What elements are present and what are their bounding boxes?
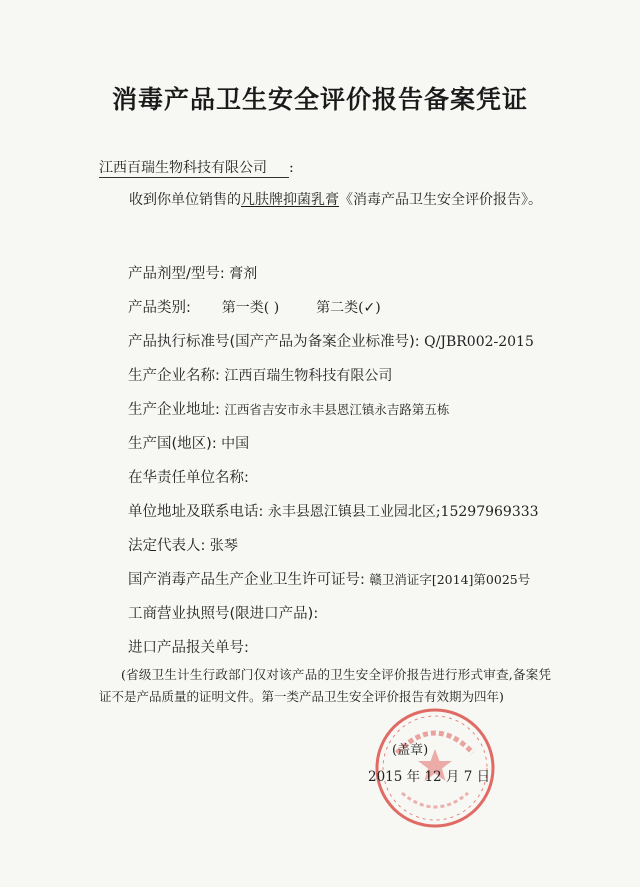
responsible-row [128,466,249,487]
license-label: 国产消毒产品生产企业卫生许可证号: [128,572,365,588]
product-name: 凡肤牌抑菌乳膏 [241,192,339,208]
import-row [128,636,249,657]
address-value: 江西省吉安市永丰县恩江镇永吉路第五栋 [224,402,450,417]
document-title: 消毒产品卫生安全评价报告备案凭证 [111,85,528,114]
manufacturer-label: 生产企业名称: [128,368,220,384]
business-license-label: 工商营业执照号(限进口产品): [128,606,319,622]
dosage-form-row [128,262,257,283]
standard-value: Q/JBR002-2015 [424,334,534,350]
standard-label: 产品执行标准号(国产产品为备案企业标准号): [128,334,420,350]
addressee-company: 江西百瑞生物科技有限公司 [99,157,289,178]
dosage-form-value: 膏剂 [229,266,258,282]
contact-row [128,500,539,521]
license-row [128,568,530,589]
category-label: 产品类别: [128,300,191,316]
contact-value: 永丰县恩江镇县工业园北区;15297969333 [267,504,539,520]
addressee-colon: : [289,160,294,176]
category-row [128,296,381,317]
seal-label: (盖章) [392,743,429,758]
import-label: 进口产品报关单号: [128,640,249,656]
country-value: 中国 [221,436,250,452]
address-label: 生产企业地址: [128,402,220,418]
category-two-suffix: ) [375,300,381,316]
category-two-prefix: 第二类( [316,300,364,316]
standard-row [128,330,534,351]
checkmark-icon: ✓ [363,300,376,316]
license-value: 赣卫消证字[2014]第0025号 [369,572,531,587]
contact-label: 单位地址及联系电话: [128,504,264,520]
intro-prefix: 收到你单位销售的 [129,192,241,208]
issue-date: 2015 年 12 月 7 日 [368,769,491,785]
country-row [128,432,249,453]
legal-rep-row [128,534,238,555]
responsible-label: 在华责任单位名称: [128,470,249,486]
legal-rep-label: 法定代表人: [128,538,206,554]
legal-rep-value: 张琴 [209,538,238,554]
dosage-form-label: 产品剂型/型号: [128,266,225,282]
disclaimer-note: (省级卫生计生行政部门仅对该产品的卫生安全评价报告进行形式审查,备案凭证不是产品质量的证明文件。第一类产品卫生安全评价报告有效期为四年) [99,667,551,704]
intro-suffix: 《消毒产品卫生安全评价报告》。 [339,192,542,208]
addressee-line [99,157,294,178]
category-one: 第一类( ) [221,300,280,316]
address-row [128,398,449,419]
manufacturer-value: 江西百瑞生物科技有限公司 [224,368,393,384]
country-label: 生产国(地区): [128,436,217,452]
manufacturer-row [128,364,392,385]
business-license-row [128,602,318,623]
intro-paragraph [99,186,559,214]
